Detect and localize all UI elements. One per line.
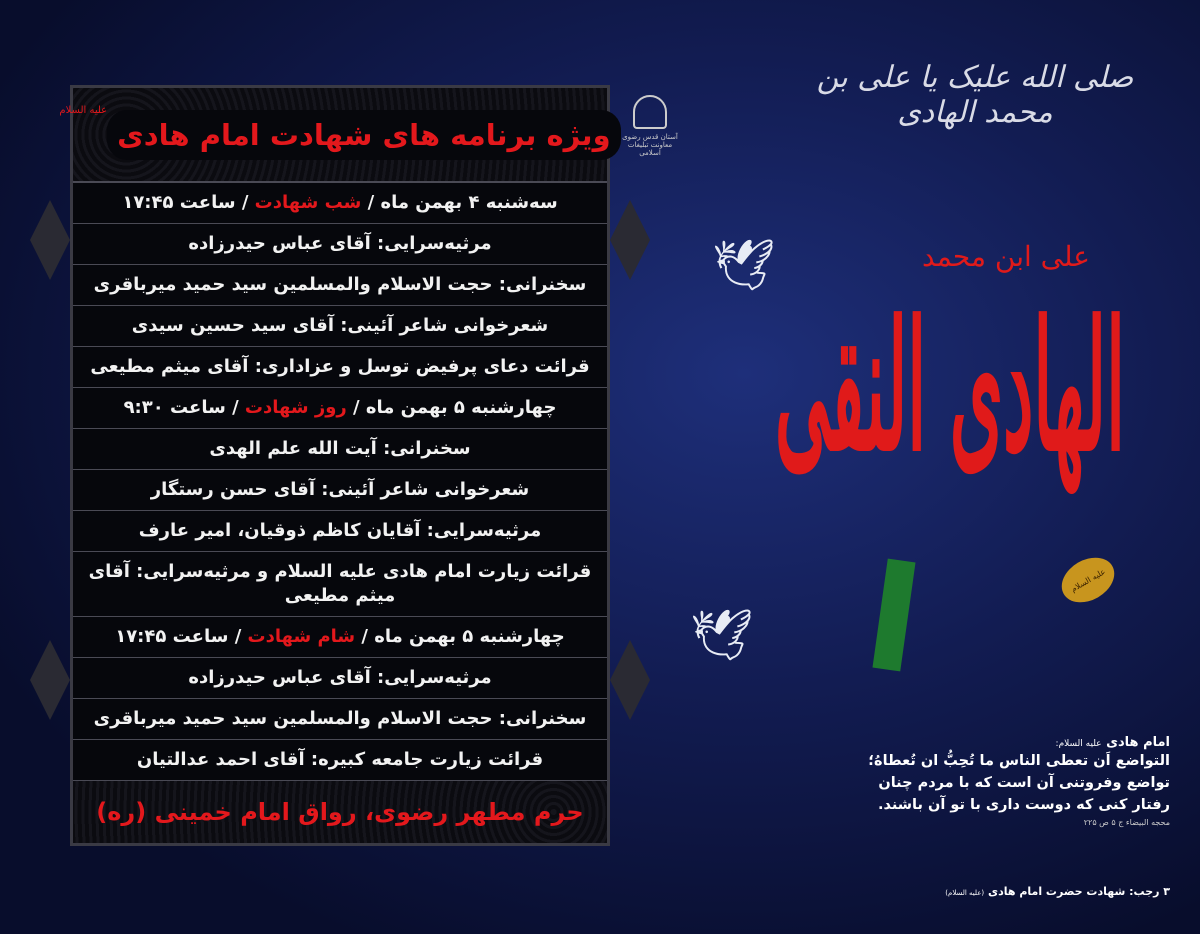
program-row: [73, 699, 607, 740]
program-row: [73, 306, 607, 347]
row-text: قرائت زیارت امام هادی علیه السلام و مرثیه‌سرایی: آقای میثم مطیعی: [88, 561, 592, 606]
logo: [620, 95, 680, 157]
program-row: [73, 388, 607, 429]
row-text: / ساعت ۱۷:۴۵: [115, 626, 248, 647]
ornament-icon: [610, 200, 650, 280]
main-calligraphy: [720, 240, 1180, 540]
row-text: سخنرانی: حجت الاسلام والمسلمین سید حمید میرباقری: [93, 708, 587, 729]
row-text: شعرخوانی شاعر آئینی: آقای حسن رستگار: [150, 479, 530, 500]
quote-line: تواضع وفروتنی آن است که با مردم چنان: [878, 775, 1170, 791]
row-text: سه‌شنبه ۴ بهمن ماه /: [361, 192, 558, 213]
venue: حرم مطهر رضوی، رواق امام خمینی (ره): [73, 781, 607, 843]
quote-speaker: امام هادی: [1106, 735, 1170, 750]
program-row: [73, 658, 607, 699]
program-row: [73, 183, 607, 224]
quote-source: محجه البیضاء ج ۵ ص ۲۲۵: [1083, 818, 1170, 827]
row-text: مرثیه‌سرایی: آقای عباس حیدرزاده: [188, 233, 492, 254]
footnote: [780, 885, 1170, 898]
hadith-quote: [780, 735, 1170, 827]
row-text: شعرخوانی شاعر آئینی: آقای سید حسین سیدی: [131, 315, 549, 336]
program-row: [73, 617, 607, 658]
gold-badge: علیه السلام: [1054, 549, 1122, 612]
row-text: چهارشنبه ۵ بهمن ماه /: [346, 397, 557, 418]
ornament-icon: [30, 200, 70, 280]
row-text: سخنرانی: آیت الله علم الهدی: [209, 438, 471, 459]
row-text: مرثیه‌سرایی: آقایان کاظم ذوقیان، امیر عارف: [138, 520, 542, 541]
quote-line: رفتار کنی که دوست داری با تو آن باشند.: [877, 797, 1170, 813]
top-calligraphy: صلی الله علیک یا علی بن محمد الهادی: [816, 60, 1134, 130]
dove-icon: 🕊: [690, 606, 754, 664]
footnote-suffix: (علیه السلام): [945, 889, 985, 897]
row-text: قرائت دعای پرفیض توسل و عزاداری: آقای میثم مطیعی: [90, 356, 590, 377]
program-header: [59, 88, 611, 183]
program-row: [73, 224, 607, 265]
row-text: قرائت زیارت جامعه کبیره: آقای احمد عدالتیان: [136, 749, 544, 770]
dove-icon: 🕊: [712, 236, 776, 294]
row-text: مرثیه‌سرایی: آقای عباس حیدرزاده: [188, 667, 492, 688]
program-title: ویژه برنامه های شهادت امام هادی: [107, 110, 620, 160]
program-row: [73, 511, 607, 552]
footnote-text: ۳ رجب: شهادت حضرت امام هادی: [988, 885, 1170, 898]
row-text: / ساعت ۹:۳۰: [123, 397, 245, 418]
logo-line2: معاونت تبلیغات اسلامی: [627, 141, 673, 157]
row-text: / ساعت ۱۷:۴۵: [122, 192, 255, 213]
program-row: [73, 429, 607, 470]
shrine-logo-icon: [633, 95, 667, 129]
quote-suffix: علیه السلام:: [1055, 739, 1102, 749]
calligraphy-name: الهادی النقی: [774, 284, 1126, 493]
program-rows: [73, 183, 607, 781]
highlight-label: روز شهادت: [244, 397, 347, 418]
logo-line1: آستان قدس رضوی: [622, 133, 678, 141]
program-row: [73, 740, 607, 781]
program-panel: [59, 85, 611, 846]
program-row: [73, 470, 607, 511]
quote-line: التواضع اَن تعطی الناس ما تُحِبُّ ان تُعطاهُ؛: [868, 753, 1170, 769]
salutation: علیه السلام: [59, 105, 108, 116]
ornament-icon: [610, 640, 650, 720]
calligraphy-sub: علی ابن محمد: [922, 240, 1090, 273]
ornament-icon: [30, 640, 70, 720]
program-row: [73, 347, 607, 388]
highlight-label: شب شهادت: [254, 192, 362, 213]
green-ribbon: [872, 559, 915, 672]
row-text: چهارشنبه ۵ بهمن ماه /: [355, 626, 565, 647]
row-text: سخنرانی: حجت الاسلام والمسلمین سید حمید میرباقری: [93, 274, 587, 295]
program-row: [73, 552, 607, 617]
program-row: [73, 265, 607, 306]
highlight-label: شام شهادت: [247, 626, 356, 647]
